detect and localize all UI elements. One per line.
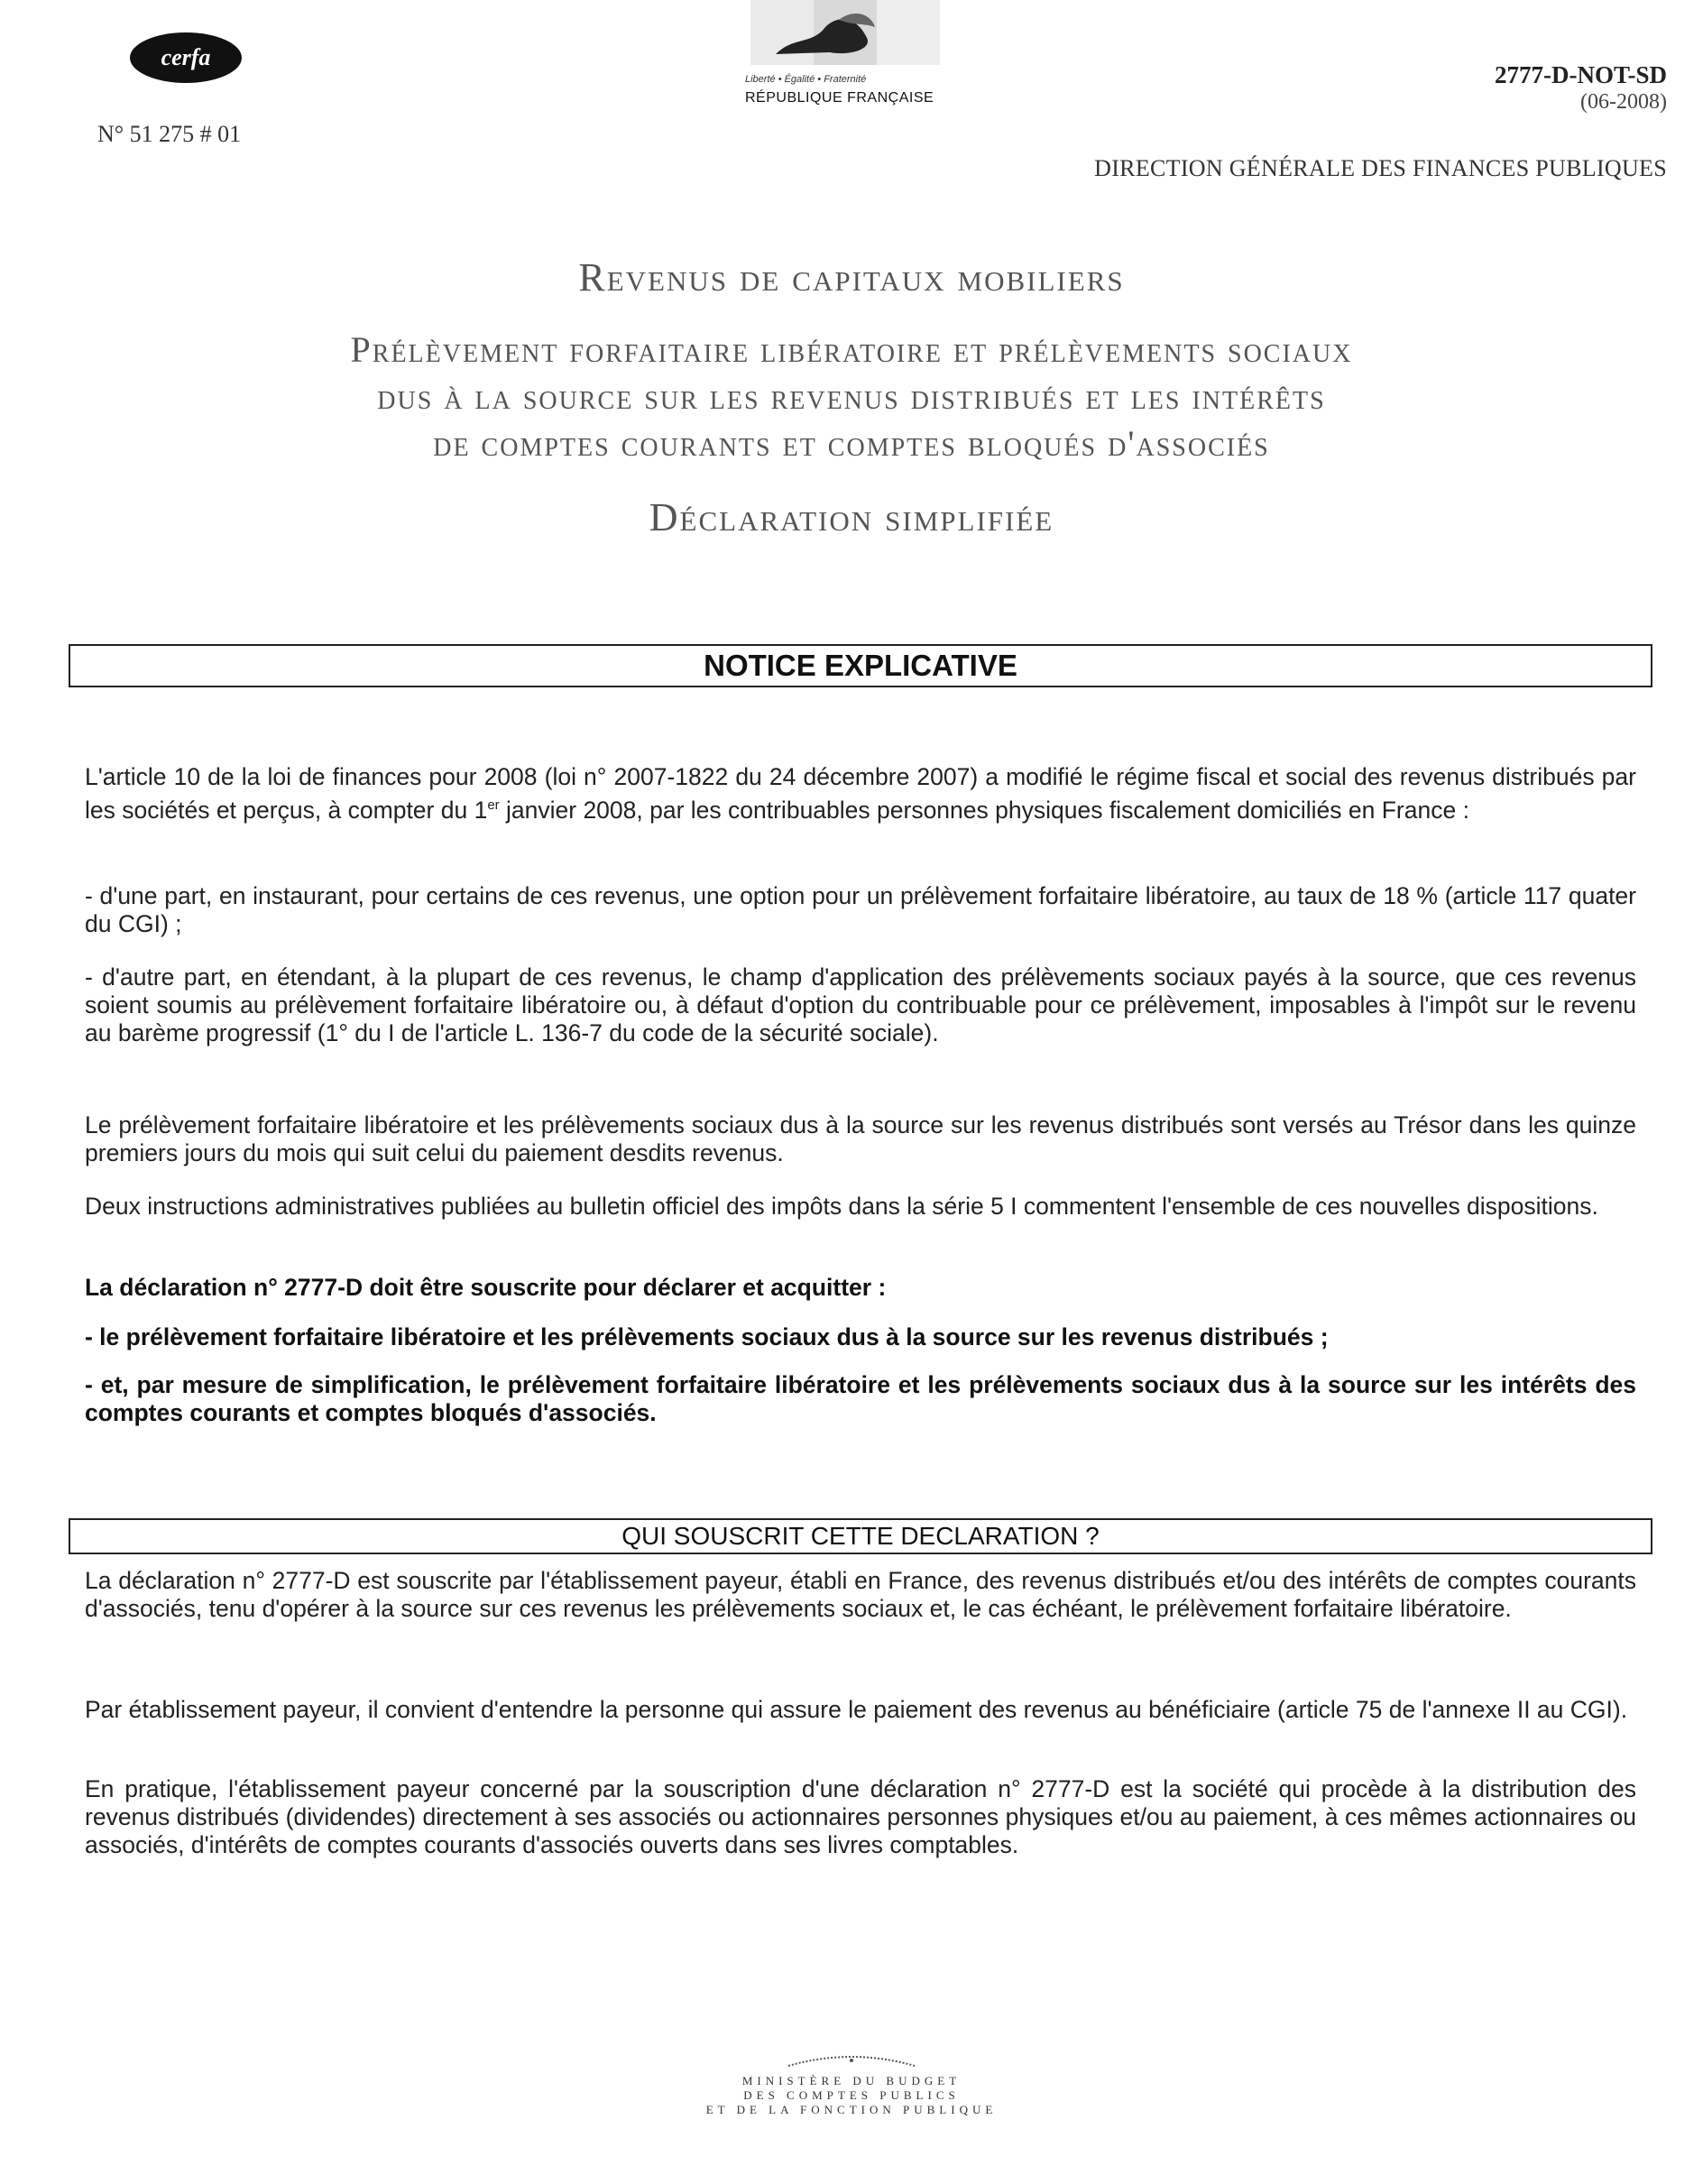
section-heading-who: QUI SOUSCRIT CETTE DECLARATION ? [69,1518,1652,1554]
paragraph-who-subscribes: La déclaration n° 2777-D est souscrite par l'établissement payeur, établi en France, des revenus distribués et/ou des intérêts de comptes courants d'associés, tenu d'opérer à la source sur ces revenus les prélèvements sociaux et, le cas échéant, le prélèvement forfaitaire libératoire. [85,1567,1636,1622]
paragraph-intro: L'article 10 de la loi de finances pour 2008 (loi n° 2007-1822 du 24 décembre 2007) a modifié le régime fiscal et social des revenus distribués par les sociétés et perçus, à compter du 1er janvier 2008, par les contribuables personnes physiques fiscalement domiciliés en France : [85,763,1636,824]
declaration-title: Déclaration simplifiée [649,495,1054,539]
paragraph-instructions: Deux instructions administratives publiées au bulletin officiel des impôts dans la série 5 I commentent l'ensemble de ces nouvelles dispositions. [85,1193,1598,1220]
paragraph-purpose-item-2: - et, par mesure de simplification, le prélèvement forfaitaire libératoire et les prélèvements sociaux dus à la source sur les intérêts des comptes courants et comptes bloqués d'associés. [85,1371,1636,1426]
main-title: Revenus de capitaux mobiliers [578,255,1125,299]
form-number: N° 51 275 # 01 [97,121,242,147]
subtitle-block [0,327,1703,467]
ministry-arc-icon [779,2048,924,2069]
paragraph-declaration-purpose: La déclaration n° 2777-D doit être souscrite pour déclarer et acquitter : [85,1274,887,1301]
marianne-logo [740,0,956,81]
ministry-line-1: MINISTÈRE DU BUDGET [741,2074,962,2087]
cerfa-logo [124,29,247,87]
subtitle-line-1: Prélèvement forfaitaire libératoire et prélèvements sociaux [350,329,1353,370]
paragraph-in-practice: En pratique, l'établissement payeur concerné par la souscription d'une déclaration n° 2777-D est la société qui procède à la distribution des revenus distribués (dividendes) directement à ses associés ou actionnaires personnes physiques et/ou au paiement, à ces mêmes actionnaires ou associés, d'intérêts de comptes courants d'associés ouverts dans ses livres comptables. [85,1775,1636,1858]
paragraph-paying-establishment: Par établissement payeur, il convient d'entendre la personne qui assure le paiement des revenus au bénéficiaire (article 75 de l'annexe II au CGI). [85,1696,1628,1723]
form-code: 2777-D-NOT-SD [1494,61,1667,88]
subtitle-line-2: dus à la source sur les revenus distribués et les intérêts [377,376,1326,417]
direction-name: DIRECTION GÉNÉRALE DES FINANCES PUBLIQUES [1094,155,1667,181]
edition-date: (06-2008) [1580,90,1667,114]
paragraph-part-two: - d'autre part, en étendant, à la plupart de ces revenus, le champ d'application des prélèvements sociaux payés à la source, que ces revenus soient soumis au prélèvement forfaitaire libératoire ou, à défaut d'option du contribuable pour ce prélèvement, imposables à l'impôt sur le revenu au barème progressif (1° du I de l'article L. 136-7 du code de la sécurité sociale). [85,963,1636,1046]
paragraph-purpose-item-1: - le prélèvement forfaitaire libératoire et les prélèvements sociaux dus à la source sur les revenus distribués ; [85,1323,1329,1350]
section-heading-notice: NOTICE EXPLICATIVE [69,644,1652,687]
republic-motto: Liberté • Égalité • Fraternité [745,74,867,85]
paragraph-payment-delay: Le prélèvement forfaitaire libératoire et les prélèvements sociaux dus à la source sur les revenus distribués sont versés au Trésor dans les quinze premiers jours du mois qui suit celui du paiement desdits revenus. [85,1111,1636,1166]
ministry-logo [0,2048,1703,2117]
subtitle-line-3: de comptes courants et comptes bloqués d'associés [433,423,1270,464]
ministry-line-2: DES COMPTES PUBLICS [743,2088,960,2102]
republic-name: RÉPUBLIQUE FRANÇAISE [745,90,934,106]
paragraph-part-one: - d'une part, en instaurant, pour certains de ces revenus, une option pour un prélèvement forfaitaire libératoire, au taux de 18 % (article 117 quater du CGI) ; [85,882,1636,937]
ministry-line-3: ET DE LA FONCTION PUBLIQUE [705,2103,998,2116]
cerfa-logo-text: cerfa [161,44,211,70]
